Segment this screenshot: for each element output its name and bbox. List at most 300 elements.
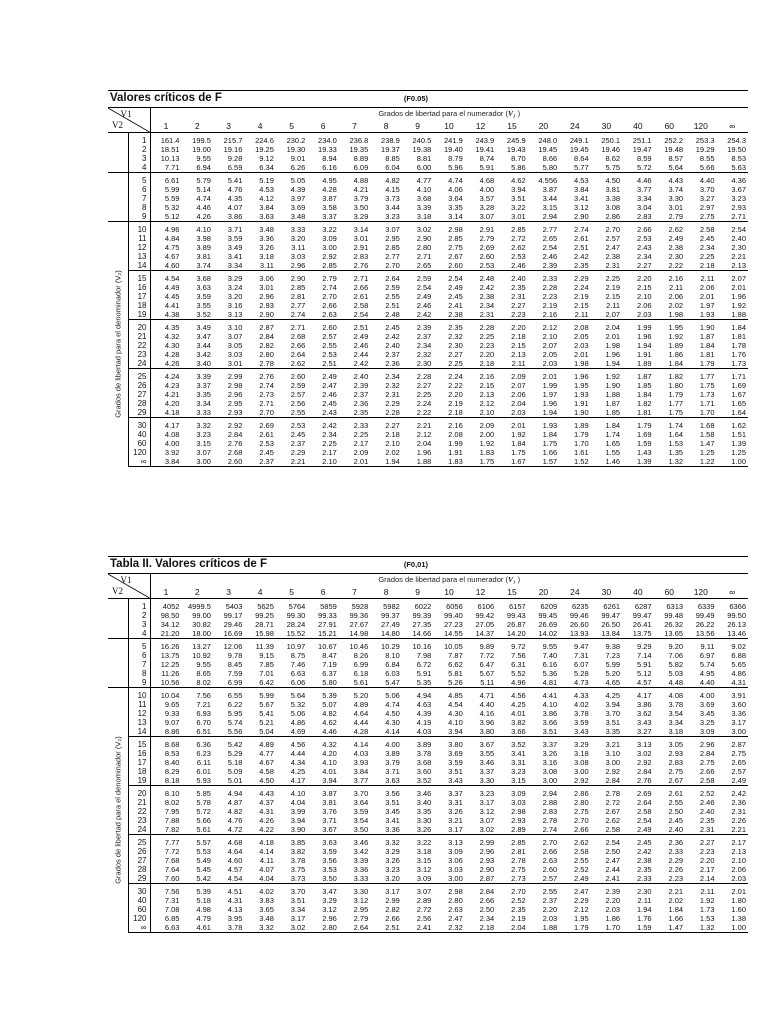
table-cell: 3.07 xyxy=(402,884,433,897)
row-label: 40 xyxy=(128,430,150,439)
table-cell: 2.75 xyxy=(699,758,715,767)
table-cell: 3.77 xyxy=(636,185,652,194)
row-label: 11 xyxy=(128,234,150,243)
table-cell: 1.43 xyxy=(636,448,652,457)
table-cell: 1.35 xyxy=(668,448,684,457)
table-cell: 3.41 xyxy=(574,194,589,203)
table-cell: 1.53 xyxy=(699,914,715,923)
v2-label: V2 xyxy=(112,586,123,596)
table-row xyxy=(108,620,748,629)
table-cell: 2.29 xyxy=(668,856,684,865)
table-cell: 9.65 xyxy=(164,700,180,709)
table-cell: 2.48 xyxy=(385,310,400,319)
table-cell: 2.67 xyxy=(448,252,463,261)
table-cell: 8.85 xyxy=(385,154,400,163)
table-cell: 2.19 xyxy=(574,292,589,301)
table-cell: 3.34 xyxy=(636,194,652,203)
table-cell: 3.95 xyxy=(227,914,243,923)
table-cell: 8.02 xyxy=(196,678,211,687)
table-cell: 3.51 xyxy=(385,798,400,807)
table-cell: 3.69 xyxy=(699,700,715,709)
column-header: 30 xyxy=(591,120,622,133)
table-cell: 5.21 xyxy=(259,718,274,727)
table-cell: 2.46 xyxy=(511,261,526,270)
table-cell: 2.40 xyxy=(496,271,527,284)
table-cell: 3.27 xyxy=(699,194,715,203)
row-label: 1 xyxy=(128,133,150,146)
table-cell: 2.55 xyxy=(574,856,589,865)
table-row xyxy=(108,599,748,612)
table-cell: 2.53 xyxy=(276,418,307,431)
table-cell: 8.59 xyxy=(636,154,652,163)
table-cell: 3.87 xyxy=(307,786,338,799)
table-cell: 1.59 xyxy=(636,439,652,448)
table-cell: 2.35 xyxy=(574,261,589,270)
table-cell: 2.04 xyxy=(511,399,526,408)
table-cell: 3.33 xyxy=(353,874,369,883)
table-cell: 2.31 xyxy=(511,292,526,301)
table-cell: 2.37 xyxy=(290,439,306,448)
table-cell: 2.27 xyxy=(511,301,526,310)
table-cell: 4.14 xyxy=(385,727,400,736)
table-cell: 2.71 xyxy=(259,399,274,408)
table-cell: 4.88 xyxy=(339,173,370,186)
table-cell: 4.25 xyxy=(290,767,306,776)
table-cell: 2.54 xyxy=(717,222,748,235)
table-cell: 2.62 xyxy=(290,359,306,368)
header-row xyxy=(108,574,748,587)
table-cell: 19.50 xyxy=(727,145,746,154)
table-cell: 3.17 xyxy=(731,718,746,727)
table-cell: 2.59 xyxy=(290,381,306,390)
table-cell: 7.14 xyxy=(636,651,652,660)
column-header: 3 xyxy=(213,586,244,599)
table-row xyxy=(108,688,748,701)
table-cell: 3.49 xyxy=(181,320,212,333)
table-cell: 13.65 xyxy=(664,629,684,638)
table-cell: 3.22 xyxy=(402,835,433,848)
table-cell: 3.66 xyxy=(542,718,558,727)
table-cell: 8.10 xyxy=(150,786,181,799)
row-label: 27 xyxy=(128,390,150,399)
table-cell: 1.92 xyxy=(591,369,622,382)
table-cell: 1.52 xyxy=(559,457,590,467)
table-cell: 2.95 xyxy=(385,234,400,243)
table-cell: 2.55 xyxy=(385,292,400,301)
table-cell: 2.24 xyxy=(574,283,589,292)
table-cell: 7.56 xyxy=(181,688,212,701)
table-cell: 7.19 xyxy=(322,660,337,669)
table-cell: 3.54 xyxy=(353,816,369,825)
table-cell: 3.67 xyxy=(465,737,496,750)
table-cell: 1.61 xyxy=(574,448,589,457)
table-cell: 3.18 xyxy=(416,212,432,221)
table-cell: 6.99 xyxy=(227,678,243,687)
table-cell: 1.84 xyxy=(591,418,622,431)
table-cell: 8.02 xyxy=(164,798,180,807)
table-cell: 4.18 xyxy=(244,835,275,848)
table-cell: 5764 xyxy=(288,601,306,611)
table-cell: 3.14 xyxy=(448,212,463,221)
row-label: 24 xyxy=(128,825,150,835)
table-cell: 1.99 xyxy=(622,320,653,333)
table-cell: 2.32 xyxy=(385,381,400,390)
row-label: 27 xyxy=(128,856,150,865)
table-cell: 2.96 xyxy=(290,261,306,270)
table-cell: 3.34 xyxy=(290,905,306,914)
table-cell: 2.36 xyxy=(385,359,400,368)
table-cell: 2.78 xyxy=(542,816,558,825)
table-cell: 3.70 xyxy=(339,786,370,799)
table-cell: 99.00 xyxy=(192,611,211,620)
table-cell: 250.1 xyxy=(601,135,621,145)
table-cell: 6.55 xyxy=(213,688,244,701)
table-cell: 1.84 xyxy=(542,430,558,439)
table-cell: 3.35 xyxy=(605,727,621,736)
table-cell: 4.20 xyxy=(164,399,180,408)
table-cell: 2.28 xyxy=(465,320,496,333)
table-cell: 1.70 xyxy=(591,923,622,933)
table-cell: 1.87 xyxy=(605,399,621,408)
table-cell: 2.39 xyxy=(591,884,622,897)
table-row xyxy=(108,905,748,914)
table-cell: 2.83 xyxy=(668,758,684,767)
table-cell: 3.70 xyxy=(276,884,307,897)
table-cell: 1.70 xyxy=(699,408,715,417)
table-cell: 4.48 xyxy=(668,678,684,687)
column-header: 120 xyxy=(685,586,716,599)
table-cell: 3.79 xyxy=(353,194,369,203)
table-cell: 4.25 xyxy=(591,688,622,701)
table-cell: 2.21 xyxy=(731,252,746,261)
table-cell: 3.22 xyxy=(511,203,526,212)
table-cell: 3.30 xyxy=(416,816,432,825)
table-cell: 4.02 xyxy=(244,884,275,897)
table-row xyxy=(108,718,748,727)
table-cell: 2.66 xyxy=(699,767,715,776)
table-cell: 1.25 xyxy=(731,448,746,457)
table-cell: 2.50 xyxy=(668,807,684,816)
table-cell: 1.68 xyxy=(685,418,716,431)
table-cell: 2.44 xyxy=(605,865,621,874)
table-cell: 2.62 xyxy=(605,816,621,825)
table-cell: 3.91 xyxy=(717,688,748,701)
table-cell: 3.27 xyxy=(636,727,652,736)
table-cell: 4.08 xyxy=(164,430,180,439)
table-cell: 3.94 xyxy=(448,727,463,736)
table-cell: 14.66 xyxy=(412,629,432,638)
f-table-005 xyxy=(108,90,748,467)
table-cell: 1.90 xyxy=(574,408,589,417)
numerator-close: ) xyxy=(515,575,521,585)
table-cell: 6.72 xyxy=(416,660,432,669)
column-header: 6 xyxy=(307,120,338,133)
table-cell: 3.13 xyxy=(433,835,464,848)
row-label: 26 xyxy=(128,847,150,856)
row-label: 12 xyxy=(128,243,150,252)
numerator-symbol: V₁ xyxy=(507,575,516,585)
table-cell: 1.84 xyxy=(717,320,748,333)
table-cell: 2.11 xyxy=(685,884,716,897)
table-cell: 4.74 xyxy=(433,173,464,186)
table-cell: 1.75 xyxy=(511,448,526,457)
table-cell: 2.47 xyxy=(559,884,590,897)
table-cell: 3.81 xyxy=(196,252,211,261)
row-label: ∞ xyxy=(128,457,150,467)
table-cell: 3.34 xyxy=(196,399,211,408)
table-cell: 9.07 xyxy=(164,718,180,727)
table-cell: 4.53 xyxy=(259,185,274,194)
table-cell: 2.31 xyxy=(731,807,746,816)
table-cell: 8.55 xyxy=(699,154,715,163)
table-cell: 2.96 xyxy=(259,292,274,301)
table-cell: 2.17 xyxy=(699,865,715,874)
table-cell: 3.07 xyxy=(479,212,495,221)
table-cell: 9.11 xyxy=(685,639,716,652)
table-cell: 253.3 xyxy=(695,135,715,145)
table-cell: 7.72 xyxy=(164,847,180,856)
table-cell: 8.64 xyxy=(574,154,589,163)
table-cell: 5.53 xyxy=(196,847,211,856)
table-cell: 2.10 xyxy=(542,332,558,341)
table-cell: 4.49 xyxy=(164,283,180,292)
table-cell: 3.09 xyxy=(416,874,432,883)
table-cell: 3.30 xyxy=(339,884,370,897)
table-cell: 4.79 xyxy=(196,914,211,923)
table-cell: 3.36 xyxy=(259,234,274,243)
table-cell: 7.01 xyxy=(259,669,274,678)
table-cell: 2.38 xyxy=(448,310,463,319)
table-cell: 2.50 xyxy=(479,905,495,914)
table-cell: 3.24 xyxy=(227,283,243,292)
table-cell: 4.37 xyxy=(259,798,274,807)
table-cell: 6.84 xyxy=(385,660,400,669)
table-row xyxy=(108,896,748,905)
table-cell: 2.75 xyxy=(731,749,746,758)
table-cell: 3.44 xyxy=(542,194,558,203)
table-cell: 2.42 xyxy=(636,847,652,856)
table-row xyxy=(108,709,748,718)
table-cell: 6.51 xyxy=(196,727,211,736)
table-cell: 2.98 xyxy=(433,884,464,897)
table-cell: 4.31 xyxy=(731,678,746,687)
table-cell: 19.45 xyxy=(569,145,589,154)
table-cell: 2.99 xyxy=(385,896,400,905)
table-cell: 5.64 xyxy=(276,688,307,701)
table-cell: 2.68 xyxy=(290,332,306,341)
column-header: 4 xyxy=(244,120,275,133)
table-cell: 2.11 xyxy=(511,359,526,368)
table-cell: 10.29 xyxy=(370,639,402,652)
table-cell: 5.29 xyxy=(227,749,243,758)
table-cell: 3.41 xyxy=(511,749,526,758)
table-cell: 1.96 xyxy=(731,292,746,301)
table-cell: 2.83 xyxy=(542,807,558,816)
row-label: 10 xyxy=(128,222,150,235)
row-label: 7 xyxy=(128,194,150,203)
table-cell: 2.37 xyxy=(385,350,400,359)
table-cell: 3.15 xyxy=(416,856,432,865)
table-cell: 2.01 xyxy=(496,418,527,431)
table-cell: 2.58 xyxy=(605,825,621,834)
row-label: 18 xyxy=(128,767,150,776)
table-cell: 28.71 xyxy=(255,620,274,629)
table-cell: 3.26 xyxy=(385,856,400,865)
table-cell: 1.62 xyxy=(717,418,748,431)
table-cell: 3.18 xyxy=(668,727,684,736)
table-cell: 2.55 xyxy=(528,884,559,897)
table-cell: 4.57 xyxy=(636,678,652,687)
table-cell: 1.86 xyxy=(605,914,621,923)
table-cell: 1.83 xyxy=(479,448,495,457)
table-cell: 5.95 xyxy=(227,709,243,718)
table-row xyxy=(108,133,748,146)
table-cell: 3.59 xyxy=(574,718,589,727)
table-cell: 2.70 xyxy=(528,835,559,848)
table-cell: 3.37 xyxy=(433,786,464,799)
column-header: 40 xyxy=(622,120,653,133)
table-cell: 1.85 xyxy=(636,381,652,390)
table-cell: 2.49 xyxy=(574,874,589,883)
table-cell: 3.17 xyxy=(448,825,463,834)
table-cell: 1.93 xyxy=(528,418,559,431)
table-cell: 2.40 xyxy=(385,341,400,350)
table-cell: 5.61 xyxy=(353,678,369,687)
table-cell: 2.34 xyxy=(479,301,495,310)
table-cell: 2.72 xyxy=(416,905,432,914)
row-label: 14 xyxy=(128,727,150,737)
table-cell: 5.99 xyxy=(605,660,621,669)
table-cell: 2.77 xyxy=(385,252,400,261)
table-cell: 1.98 xyxy=(668,310,684,319)
table-cell: 3.18 xyxy=(416,847,432,856)
table-cell: 3.34 xyxy=(227,261,243,270)
table-cell: 8.53 xyxy=(164,749,180,758)
table-cell: 26.22 xyxy=(695,620,715,629)
v1-label: V1 xyxy=(120,109,132,119)
table-cell: 3.13 xyxy=(622,737,653,750)
table-cell: 2.01 xyxy=(717,884,748,897)
table-cell: 3.09 xyxy=(699,727,715,736)
column-header: 1 xyxy=(150,120,181,133)
row-label: 29 xyxy=(128,874,150,884)
table-cell: 6.01 xyxy=(196,767,211,776)
table-cell: 3.29 xyxy=(385,847,400,856)
row-label: 29 xyxy=(128,408,150,418)
table-cell: 238.9 xyxy=(381,135,400,145)
table-cell: 26.41 xyxy=(632,620,652,629)
table-cell: 2.85 xyxy=(322,261,337,270)
table-cell: 2.40 xyxy=(731,234,746,243)
table-cell: 1.55 xyxy=(605,448,621,457)
table-cell: 230.2 xyxy=(286,135,306,145)
table-cell: 2.95 xyxy=(353,905,369,914)
table-cell: 3.81 xyxy=(322,798,337,807)
table-cell: 4.94 xyxy=(402,688,433,701)
table-cell: 1.96 xyxy=(559,369,590,382)
table-cell: 3.77 xyxy=(353,776,369,785)
table-cell: 2.74 xyxy=(322,283,337,292)
table-cell: 251.1 xyxy=(632,135,652,145)
table-cell: 4.77 xyxy=(259,749,274,758)
table-cell: 241.9 xyxy=(443,135,463,145)
table-cell: 4.24 xyxy=(150,369,181,382)
table-cell: 5859 xyxy=(320,601,337,611)
table-cell: 1.98 xyxy=(574,359,589,368)
table-cell: 3.76 xyxy=(322,807,337,816)
table-cell: 4.84 xyxy=(164,234,180,243)
table-cell: 3.01 xyxy=(353,234,369,243)
table-cell: 5.61 xyxy=(196,825,211,834)
row-label: 60 xyxy=(128,905,150,914)
table-cell: 28.24 xyxy=(286,620,306,629)
table-cell: 6.85 xyxy=(164,914,180,923)
table-cell: 1.98 xyxy=(605,341,621,350)
table-cell: 3.30 xyxy=(668,194,684,203)
row-label: 23 xyxy=(128,816,150,825)
column-header: 9 xyxy=(402,120,433,133)
table-row xyxy=(108,457,748,467)
table-cell: 29.46 xyxy=(223,620,243,629)
table-cell: 2.06 xyxy=(699,283,715,292)
table-cell: 5.56 xyxy=(227,727,243,736)
table-cell: 3.12 xyxy=(479,807,495,816)
table-cell: 3.89 xyxy=(385,749,400,758)
table-cell: 4.44 xyxy=(290,749,306,758)
table-cell: 19.48 xyxy=(664,145,684,154)
table-cell: 5.09 xyxy=(227,767,243,776)
table-cell: 3.00 xyxy=(322,243,337,252)
table-cell: 1.73 xyxy=(699,905,715,914)
table-cell: 2.39 xyxy=(402,320,433,333)
table-cell: 2.46 xyxy=(416,301,432,310)
table-cell: 2.12 xyxy=(528,320,559,333)
row-label: 15 xyxy=(128,737,150,750)
table-cell: 2.96 xyxy=(685,737,716,750)
table-cell: 2.91 xyxy=(353,243,369,252)
table-cell: 10.13 xyxy=(160,154,180,163)
table-cell: 2.90 xyxy=(259,310,274,319)
table-cell: 4.95 xyxy=(699,669,715,678)
table-cell: 2.45 xyxy=(622,835,653,848)
table-cell: 2.68 xyxy=(227,448,243,457)
table-cell: 4.67 xyxy=(259,758,274,767)
table-cell: 2.12 xyxy=(479,399,495,408)
table-cell: 2.37 xyxy=(353,390,369,399)
table-cell: 4.72 xyxy=(227,825,243,834)
table-cell: 2.49 xyxy=(416,292,432,301)
table-cell: 5.26 xyxy=(448,678,463,687)
table-cell: 5.11 xyxy=(480,678,495,687)
table-cell: 5.06 xyxy=(290,709,306,718)
table-cell: 3.51 xyxy=(605,718,621,727)
table-cell: 2.14 xyxy=(699,874,715,883)
table-cell: 7.40 xyxy=(542,651,558,660)
table-cell: 2.54 xyxy=(542,243,558,252)
table-cell: 3.90 xyxy=(290,825,306,834)
table-cell: 3.60 xyxy=(731,700,746,709)
column-header: 60 xyxy=(654,586,685,599)
side-spacer xyxy=(108,599,128,639)
table-cell: 2.02 xyxy=(668,896,684,905)
table-cell: 8.74 xyxy=(479,154,495,163)
table-cell: 2.77 xyxy=(290,301,306,310)
table-cell: 2.22 xyxy=(668,261,684,270)
table-cell: 6.63 xyxy=(150,923,181,933)
table-cell: 3.41 xyxy=(227,252,243,261)
table-cell: 2.62 xyxy=(511,243,526,252)
table-cell: 6.62 xyxy=(448,660,463,669)
